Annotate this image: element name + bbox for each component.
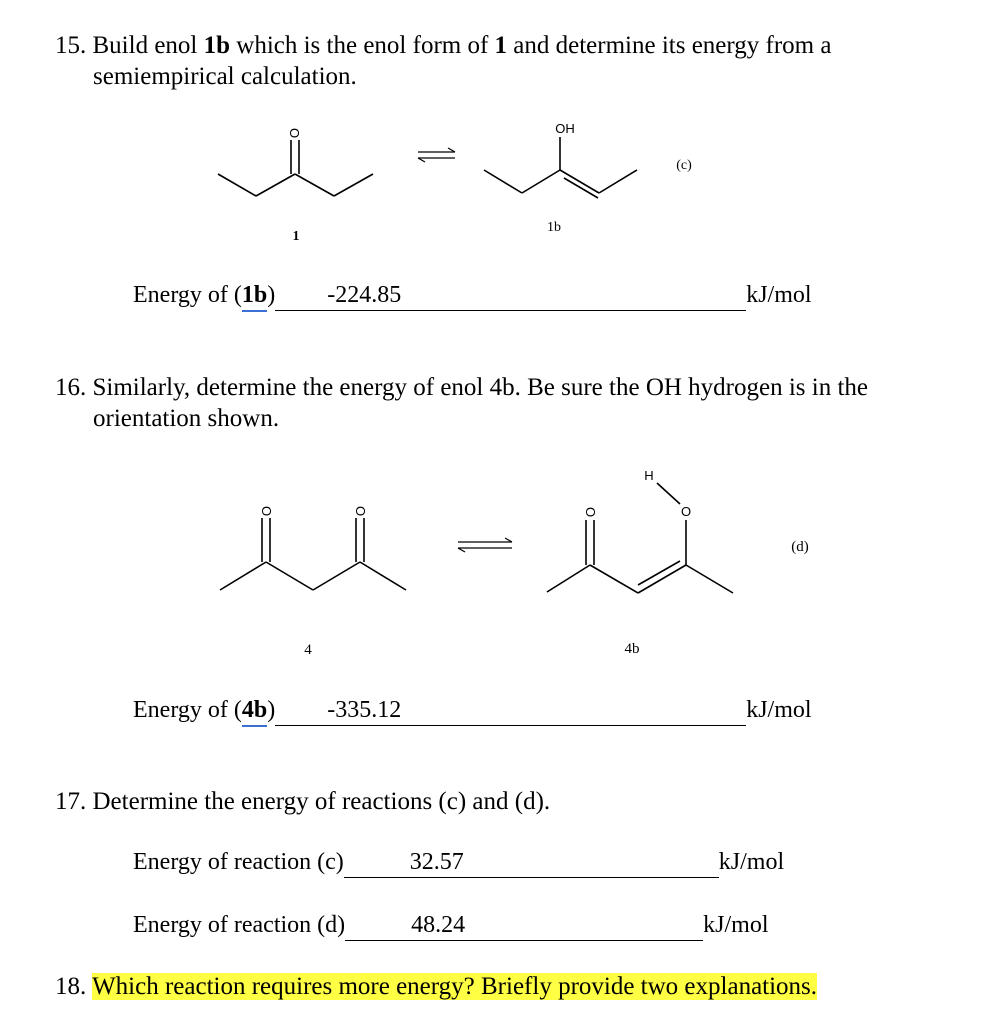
- answer-blank: [401, 695, 746, 726]
- enol-4b-structure: [547, 483, 733, 593]
- hydroxyl-group: OH: [555, 121, 575, 136]
- energy-reaction-c-line: [133, 847, 784, 878]
- question-text: Similarly, determine the energy of enol 4b. Be sure the OH hydrogen is in the: [92, 374, 869, 401]
- energy-4b-line: Energy of (4b) -335.12 kJ/mol: [133, 695, 812, 727]
- compound-label-4b: 4b: [624, 641, 640, 657]
- diketone-4-structure: [220, 518, 406, 590]
- oxygen-atom: O: [287, 127, 302, 139]
- question-number: 18.: [55, 973, 87, 1000]
- answer-blank: [275, 280, 327, 311]
- reaction-label-d: (d): [791, 539, 809, 555]
- question-text: Determine the energy of reactions (c) and (d).: [92, 788, 551, 815]
- compound-label-1b: 1b: [547, 220, 561, 235]
- energy-unit: kJ/mol: [703, 912, 769, 938]
- energy-reaction-c-label: Energy of reaction (c): [133, 849, 344, 875]
- energy-reaction-c-value: 32.57: [410, 847, 464, 878]
- energy-unit: kJ/mol: [746, 282, 812, 308]
- ketone-1-structure: [218, 140, 373, 196]
- question-number: 15.: [55, 32, 87, 59]
- reaction-label-c: (c): [676, 158, 692, 173]
- compound-label-1: 1: [292, 229, 300, 244]
- question-16: [55, 372, 985, 434]
- compound-4b-link: 4b: [242, 695, 267, 727]
- question-number: 16.: [55, 374, 87, 401]
- question-15: [55, 30, 975, 92]
- answer-blank: [344, 847, 410, 878]
- hydroxyl-hydrogen: H: [644, 468, 654, 483]
- energy-reaction-d-value: 48.24: [411, 910, 465, 941]
- compound-label-4: 4: [304, 642, 312, 658]
- figure-reaction-c: [0, 110, 1007, 250]
- equilibrium-arrow: [458, 538, 512, 552]
- energy-reaction-d-line: [133, 910, 768, 941]
- answer-blank: [465, 910, 703, 941]
- answer-blank: [275, 695, 327, 726]
- question-text: Build enol 1b which is the enol form of 1 and determine its energy from a: [92, 32, 832, 59]
- answer-blank: [401, 280, 746, 311]
- oxygen-atom: O: [583, 506, 598, 518]
- answer-blank: [464, 847, 719, 878]
- energy-reaction-d-label: Energy of reaction (d): [133, 912, 346, 938]
- question-17: [55, 786, 550, 817]
- question-text-highlighted: Which reaction requires more energy? Briefly provide two explanations.: [92, 973, 818, 1000]
- question-text-line2: orientation shown.: [93, 405, 280, 432]
- equilibrium-arrow: [418, 148, 455, 162]
- answer-blank: [345, 910, 411, 941]
- energy-unit: kJ/mol: [746, 697, 812, 723]
- question-18: [55, 971, 817, 1002]
- energy-4b-value: -335.12: [327, 695, 401, 726]
- figure-reaction-d: [0, 455, 1007, 665]
- energy-1b-value: -224.85: [327, 280, 401, 311]
- question-number: 17.: [55, 788, 87, 815]
- hydroxyl-oxygen: O: [680, 504, 692, 519]
- oxygen-atom: O: [353, 505, 368, 517]
- energy-unit: kJ/mol: [718, 849, 785, 875]
- energy-1b-line: Energy of (1b) -224.85 kJ/mol: [133, 280, 812, 312]
- question-text-line2: semiempirical calculation.: [93, 63, 357, 90]
- compound-1b-link: 1b: [242, 280, 267, 312]
- oxygen-atom: O: [259, 505, 274, 517]
- enol-1b-structure: [484, 137, 637, 198]
